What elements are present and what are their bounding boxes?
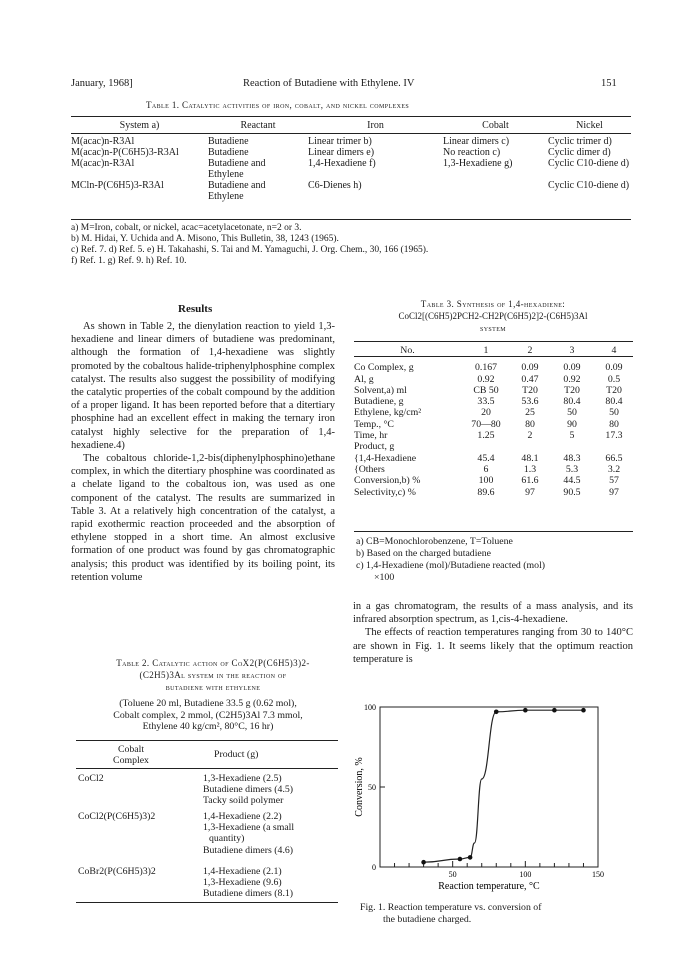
- table-row: [71, 180, 631, 202]
- row-label: Butadiene, g: [354, 396, 404, 408]
- table-cell: Linear dimers c): [443, 136, 510, 147]
- table-cell: 1.3: [523, 463, 537, 475]
- table-cell: 48.3: [563, 452, 581, 464]
- data-point: [581, 708, 586, 713]
- header-line: Complex: [113, 755, 149, 767]
- table-cell: 97: [525, 486, 535, 498]
- table-cell: 0.09: [605, 362, 623, 374]
- table-cell: Butadiene: [208, 136, 249, 147]
- table-row: [354, 441, 633, 452]
- product: 1,3-Hexadiene (a small: [203, 822, 295, 834]
- table-cell: 25: [525, 407, 535, 419]
- x-axis-label: Reaction temperature, °C: [438, 881, 540, 892]
- table-cell: 80: [525, 418, 535, 430]
- table-cell: 0.09: [521, 362, 539, 374]
- running-header-left: January, 1968]: [71, 78, 133, 89]
- figure-1-chart: [350, 695, 612, 895]
- table1-note: a) M=Iron, cobalt, or nickel, acac=acetylacetonate, n=2 or 3.: [71, 223, 302, 233]
- table-row: [354, 430, 633, 441]
- condition-line: Ethylene 40 kg/cm², 80°C, 16 hr): [142, 721, 274, 732]
- table-cell: 0.09: [563, 362, 581, 374]
- product: quantity): [209, 833, 245, 845]
- row-label: Conversion,b) %: [354, 475, 421, 487]
- data-point: [523, 708, 528, 713]
- data-point: [552, 708, 557, 713]
- table-cell: 90.5: [563, 486, 581, 498]
- table3-note: c) 1,4-Hexadiene (mol)/Butadiene reacted (mol): [356, 560, 546, 571]
- table-cell: 6: [483, 463, 489, 475]
- caption-line: Table 2. Catalytic action of CoX2(P(C6H5)3)2-: [116, 658, 310, 668]
- caption-line: Table 3. Synthesis of 1,4-hexadiene:: [420, 299, 566, 309]
- table2-col-product: Product (g): [214, 749, 259, 760]
- caption-line: CoCl2[(C6H5)2PCH2-CH2P(C6H5)2]2-(C6H5)3Al: [398, 311, 588, 321]
- table-cell: 50: [567, 407, 577, 419]
- row-label: Al, g: [354, 373, 374, 385]
- table-cell: 80: [609, 418, 619, 430]
- table-cell: Butadiene and Ethylene: [208, 180, 266, 202]
- product: Butadiene dimers (4.6): [203, 844, 294, 856]
- condition-line: (Toluene 20 ml, Butadiene 33.5 g (0.62 mol),: [119, 698, 297, 709]
- data-point: [494, 710, 499, 715]
- table3: [354, 345, 633, 498]
- table-row: [354, 475, 633, 486]
- condition-line: Cobalt complex, 2 mmol, (C2H5)3Al 7.3 mmol,: [113, 709, 303, 721]
- table-cell: Cyclic trimer d): [548, 136, 612, 147]
- product: 1,3-Hexadiene (2.5): [203, 773, 282, 784]
- table-row: [354, 419, 633, 430]
- row-label: Product, g: [354, 441, 395, 453]
- table-row: [354, 464, 633, 475]
- product: Tacky soild polymer: [203, 795, 284, 807]
- table3-header-row: [354, 345, 633, 357]
- table1-note: b) M. Hidai, Y. Uchida and A. Misono, This Bulletin, 38, 1243 (1965).: [71, 234, 339, 244]
- table-cell: Linear dimers e): [308, 147, 375, 158]
- table3-note: ×100: [374, 572, 395, 583]
- y-tick-label: 100: [364, 703, 376, 712]
- table-row: [354, 453, 633, 464]
- series-points: [421, 708, 585, 865]
- table-cell: 80.4: [563, 396, 581, 408]
- table1-notes: [71, 223, 631, 267]
- x-tick-label: 150: [592, 870, 604, 879]
- table1: [71, 118, 631, 202]
- table-cell: 0.92: [563, 373, 581, 385]
- table3-no-label: No.: [400, 345, 415, 356]
- table2-products: [203, 773, 293, 807]
- caption-line: butadiene with ethylene: [165, 682, 261, 692]
- x-ticks: [395, 861, 604, 879]
- table3-note: b) Based on the charged butadiene: [356, 548, 492, 559]
- table2-complex: CoCl2: [78, 773, 104, 784]
- table1-caption: Table 1. Catalytic activities of iron, cobalt, and nickel complexes: [146, 100, 410, 110]
- table-cell: [595, 441, 633, 452]
- table-row: [354, 487, 633, 498]
- row-label: Temp., °C: [354, 418, 394, 430]
- table-cell: 17.3: [605, 430, 623, 442]
- y-tick-label: 0: [372, 863, 376, 872]
- table-cell: 5.3: [565, 463, 579, 475]
- table-cell: C6-Dienes h): [308, 180, 362, 191]
- running-header-title: Reaction of Butadiene with Ethylene. IV: [243, 78, 415, 89]
- row-label: Ethylene, kg/cm²: [354, 407, 422, 419]
- table-row: [354, 407, 633, 418]
- table1-col-nickel: Nickel: [576, 120, 603, 131]
- series-line: [424, 710, 584, 862]
- caption-line: Fig. 1. Reaction temperature vs. conversion of: [360, 902, 542, 913]
- table1-note: f) Ref. 1. g) Ref. 9. h) Ref. 10.: [71, 256, 187, 266]
- table3-col: 3: [569, 345, 575, 356]
- plot-frame: [380, 707, 598, 867]
- table-cell: 1,4-Hexadiene f): [308, 158, 376, 169]
- figure-1-caption: [360, 902, 632, 926]
- table-cell: CB 50: [473, 384, 499, 396]
- table-cell: MCln-P(C6H5)3-R3Al: [71, 180, 164, 191]
- caption-line: (C2H5)3Al system in the reaction of: [139, 670, 287, 680]
- table-cell: [461, 441, 511, 452]
- table-cell: Cyclic C10-diene d): [548, 180, 630, 191]
- table3-notes: [356, 536, 632, 584]
- table-cell: 1,3-Hexadiene g): [443, 158, 513, 169]
- table-cell: Cyclic dimer d): [548, 147, 611, 158]
- table2-col-complex: [76, 744, 186, 766]
- paragraph: As shown in Table 2, the dienylation reaction to yield 1,3-hexadiene and linear dimers of butadiene was predominant, although the formation of 1,4-hexadiene was slightly promoted by the cobaltous halide-triphenylphosphine complex catalyst. The results also suggest the possibility of modifying the catalytic properties of the cobalt compound by the addition of a proper ligand. It has been reported before that a ditertiary phosphine had an excellent effect in making the ternary iron catalyst highly selective for the preparation of 1,4-hexadiene.4): [71, 321, 335, 451]
- caption-line: system: [479, 323, 507, 333]
- x-tick-label: 50: [448, 870, 457, 879]
- header-line: Cobalt: [117, 744, 145, 755]
- table-cell: 66.5: [605, 452, 623, 464]
- table-row: [71, 136, 631, 147]
- table1-note: c) Ref. 7. d) Ref. 5. e) H. Takahashi, S. Tai and M. Yamaguchi, J. Org. Chem., 30, 166 (1965).: [71, 245, 429, 255]
- product: Butadiene dimers (4.5): [203, 784, 294, 796]
- table1-header-row: [71, 118, 631, 134]
- right-text: [353, 600, 633, 666]
- table-cell: 1.25: [477, 430, 495, 442]
- paragraph: in a gas chromatogram, the results of a mass analysis, and its infrared absorption spectrum, as 1,cis-4-hexadiene.: [353, 601, 633, 626]
- table-cell: 48.1: [521, 452, 539, 464]
- table1-col-iron: Iron: [367, 120, 384, 131]
- row-label: Co Complex, g: [354, 362, 414, 374]
- table-cell: 5: [569, 430, 575, 442]
- table-row: [354, 362, 633, 373]
- page-number: 151: [601, 78, 617, 89]
- data-point: [458, 857, 463, 862]
- table-cell: 33.5: [477, 396, 495, 408]
- y-axis-label: Conversion, %: [354, 757, 365, 817]
- paragraph: The cobaltous chloride-1,2-bis(diphenylphosphino)ethane complex, in which the ditertiary phosphine was coordinated as a chelate ligand to the cobaltous ion, was used as one component of the catalyst. The results are summarized in Table 3. At a relatively high concentration of the catalyst, a rapid exothermic reaction proceeded and the absorption of ethylene stopped in a short time. An almost exclusive formation of one product was found by gas chromatographic analysis; this product was identified by its boiling point, its retention volume: [71, 453, 335, 583]
- table-cell: 57: [609, 475, 619, 487]
- row-label: {1,4-Hexadiene: [354, 452, 417, 464]
- product: 1,4-Hexadiene (2.2): [203, 811, 282, 822]
- table3-col: 4: [611, 345, 617, 356]
- table-cell: 70—80: [471, 418, 501, 430]
- y-ticks: [364, 703, 385, 872]
- product: Butadiene dimers (8.1): [203, 888, 294, 900]
- table-cell: No reaction c): [443, 147, 501, 158]
- table-cell: 44.5: [563, 475, 581, 487]
- table-cell: M(acac)n-P(C6H5)3-R3Al: [71, 147, 179, 158]
- table-cell: [549, 441, 595, 452]
- data-point: [421, 860, 426, 865]
- table2-caption: [88, 657, 338, 693]
- results-heading: Results: [178, 303, 213, 315]
- table-cell: Linear trimer b): [308, 136, 372, 147]
- table-cell: 100: [478, 475, 494, 487]
- x-tick-label: 100: [519, 870, 532, 879]
- table1-col-reactant: Reactant: [240, 120, 276, 131]
- table-cell: 0.167: [474, 362, 498, 374]
- y-tick-label: 50: [368, 783, 376, 792]
- table-cell: 0.92: [477, 373, 495, 385]
- table-cell: 2: [527, 430, 533, 442]
- table-cell: [511, 441, 549, 452]
- table-cell: 53.6: [521, 396, 539, 408]
- table3-col: 1: [483, 345, 489, 356]
- paragraph: The effects of reaction temperatures ranging from 30 to 140°C are shown in Fig. 1. It seems likely that the optimum reaction temperature is: [353, 627, 633, 665]
- data-point: [468, 855, 473, 860]
- table2-conditions: [78, 698, 338, 733]
- table-cell: [443, 180, 548, 202]
- table-cell: 80.4: [605, 396, 623, 408]
- table3-note: a) CB=Monochlorobenzene, T=Toluene: [356, 536, 513, 547]
- table-cell: 61.6: [521, 475, 539, 487]
- row-label: Selectivity,c) %: [354, 486, 416, 498]
- table3-col: 2: [527, 345, 533, 356]
- table-cell: 50: [609, 407, 619, 419]
- table-row: [354, 374, 633, 385]
- table-cell: Cyclic C10-diene d): [548, 158, 630, 169]
- table-cell: 89.6: [477, 486, 495, 498]
- table-cell: T20: [606, 384, 622, 396]
- product: 1,4-Hexadiene (2.1): [203, 866, 282, 877]
- table-cell: 20: [481, 407, 491, 419]
- table3-caption: [355, 298, 631, 334]
- row-label: Time, hr: [354, 430, 388, 442]
- table-row: [354, 385, 633, 396]
- table-row: [71, 147, 631, 158]
- table1-col-system: System a): [119, 120, 160, 131]
- table-cell: 97: [609, 486, 619, 498]
- table-cell: 0.47: [521, 373, 539, 385]
- table2-complex: CoCl2(P(C6H5)3)2: [78, 811, 156, 822]
- table-cell: Butadiene and Ethylene: [208, 158, 266, 180]
- table2-products: [203, 866, 293, 900]
- table-cell: 3.2: [607, 463, 621, 475]
- table-cell: 90: [567, 418, 577, 430]
- table-row: [71, 158, 631, 180]
- results-text: [71, 320, 335, 584]
- caption-line: the butadiene charged.: [383, 914, 472, 925]
- product: 1,3-Hexadiene (9.6): [203, 877, 282, 889]
- table2-products: [203, 811, 294, 856]
- row-label: Solvent,a) ml: [354, 384, 407, 396]
- table-cell: M(acac)n-R3Al: [71, 158, 135, 169]
- row-label: {Others: [354, 463, 385, 475]
- table-cell: T20: [564, 384, 580, 396]
- table-row: [354, 396, 633, 407]
- table1-col-cobalt: Cobalt: [482, 120, 509, 131]
- table2-complex: CoBr2(P(C6H5)3)2: [78, 866, 156, 877]
- table-cell: M(acac)n-R3Al: [71, 136, 135, 147]
- table-cell: 0.5: [607, 373, 621, 385]
- table-cell: 45.4: [477, 452, 495, 464]
- table-cell: Butadiene: [208, 147, 249, 158]
- table-cell: T20: [522, 384, 538, 396]
